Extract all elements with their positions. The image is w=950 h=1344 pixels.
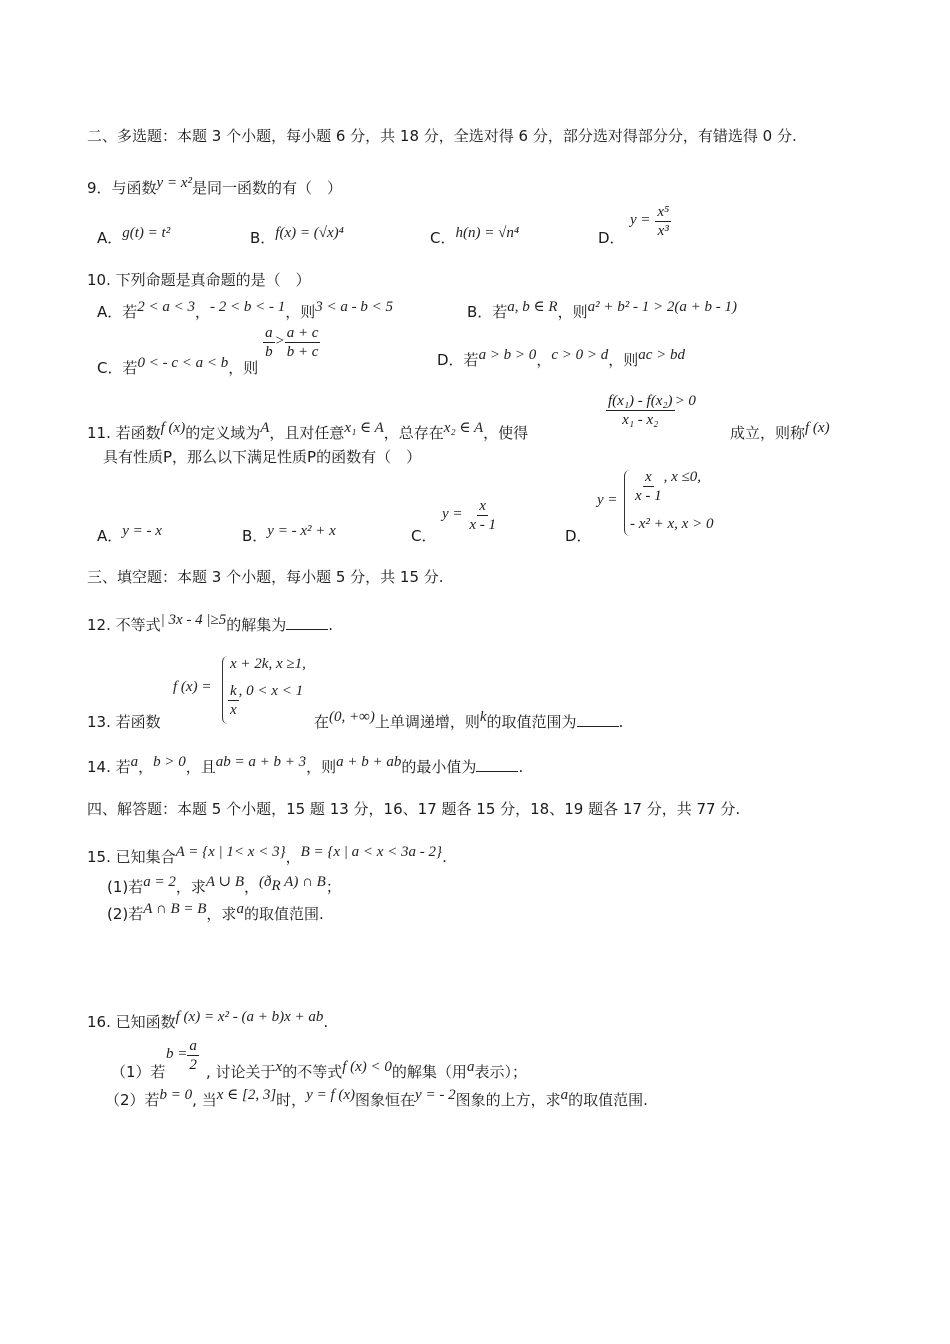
question-16-part-1: （1）若 — [111, 1063, 166, 1081]
q13-case2: $\frac{k}{x}$ , 0 < x < 1 — [230, 683, 304, 718]
q11-stem-tail: 成立，则称f (x) — [730, 420, 830, 442]
q9-option-d-fraction: $\frac{\text{x⁵}}{\text{x³}}$ — [657, 204, 670, 239]
q9-option-b: B．f(x) = (√x)⁴ — [250, 225, 344, 247]
q11-option-b: B．y = - x² + x — [242, 523, 336, 545]
q9-option-d: D． — [598, 229, 625, 247]
q10-option-b: B．若a, b ∈ R，则a² + b² - 1 > 2(a + b - 1) — [467, 299, 737, 321]
q11-option-a: A．y = - x — [97, 523, 162, 545]
q11-option-c-math: y = $\frac{x}{x - 1}$ — [442, 498, 496, 533]
question-16-part-2: （2）若b = 0, 当x ∈ [2, 3]时，y = f (x)图象恒在y = - 2图象的上方，求a的取值范围. — [105, 1087, 648, 1109]
q12-answer-blank[interactable] — [286, 617, 328, 630]
q9-function: y = x² — [156, 175, 192, 191]
q13-function-lhs: f (x) = — [173, 679, 212, 695]
section-title-multiple-choice: 二、多选题：本题 3 个小题，每小题 6 分，共 18 分，全选对得 6 分，部分选对得部分分，有错选得 0 分. — [87, 127, 797, 145]
q14-answer-blank[interactable] — [476, 759, 518, 772]
q11-option-d-case2: - x² + x, x > 0 — [630, 516, 714, 532]
q10-c-left-fraction: $\frac{a}{b}$ — [265, 325, 273, 360]
question-15-part-1: (1)若a = 2，求A ∪ B，($ð_R$ A) ∩ B； — [107, 874, 341, 896]
q9-number: 9．与函数 — [87, 179, 157, 197]
question-9-stem — [87, 175, 342, 199]
q10-option-d: D．若a > b > 0，c > 0 > d，则ac > bd — [437, 347, 686, 369]
question-15-part-2: (2)若A ∩ B = B，求a的取值范围. — [107, 901, 324, 923]
question-13: 13. 若函数 — [87, 713, 161, 731]
q13-case1: x + 2k, x ≥1, — [230, 656, 306, 672]
q11-condition-fraction: $\frac{\text{f(x₁) - f(x₂)}}{\text{x₁ - x₂}}$ > 0 — [608, 393, 696, 428]
section-title-answer: 四、解答题：本题 5 个小题，15 题 13 分，16、17 题各 15 分，18、19 题各 17 分，共 77 分. — [87, 800, 741, 818]
q10-option-c: C．若0 < - c < a < b，则 $\frac{a}{b}$ > $\frac{a + c}{b + c}$ — [97, 325, 319, 377]
q10-option-a: A．若2 < a < 3，- 2 < b < - 1，则3 < a - b < 5 — [97, 299, 394, 321]
question-11-stem-line1: 11. 若函数f (x)的定义域为A，且对任意x₁ ∈ A，总存在x₂ ∈ A，使得 — [87, 420, 529, 442]
question-15-stem: 15. 已知集合A = {x | 1< x < 3}，B = {x | a < x < 3a - 2}. — [87, 844, 447, 866]
question-16-part-1-tail: , 讨论关于x的不等式f (x) < 0的解集（用a表示）； — [206, 1059, 527, 1081]
question-10-stem: 10. 下列命题是真命题的是（ ） — [87, 271, 311, 289]
q9-option-b-math: f(x) = (√x)⁴ — [275, 225, 344, 241]
q9-option-d-math: y = $\frac{\text{x⁵}}{\text{x³}}$ — [630, 204, 670, 239]
q10-c-right-fraction: $\frac{a + c}{b + c}$ — [286, 325, 319, 360]
q11-option-d-case1: $\frac{x}{x - 1}$ , x ≤0, — [635, 469, 702, 504]
q11-option-d-lhs: y = — [597, 492, 618, 508]
q9-tail: 是同一函数的有（ ） — [191, 179, 342, 197]
question-16-stem: 16. 已知函数f (x) = x² - (a + b)x + ab. — [87, 1009, 329, 1031]
q9-option-c: C．h(n) = √n⁴ — [430, 225, 520, 247]
q11-option-c: C． — [411, 527, 437, 545]
question-11-stem-line2: 具有性质P，那么以下满足性质P的函数有（ ） — [103, 448, 422, 466]
q9-option-c-math: h(n) = √n⁴ — [455, 225, 520, 241]
q16-part-1-fraction: b = $\frac{a}{2}$ — [166, 1038, 197, 1073]
q11-option-d: D． — [565, 527, 592, 545]
q13-answer-blank[interactable] — [577, 714, 619, 727]
section-title-fill-in: 三、填空题：本题 3 个小题，每小题 5 分，共 15 分. — [87, 568, 444, 586]
q13-tail: 在(0, +∞)上单调递增，则k的取值范围为 . — [314, 709, 624, 731]
q9-option-a-math: g(t) = t² — [122, 225, 171, 241]
q9-option-a: A．g(t) = t² — [97, 225, 171, 247]
question-14: 14. 若a，b > 0，且ab = a + b + 3，则a + b + ab的最小值为 . — [87, 754, 524, 776]
question-12: 12. 不等式| 3x - 4 |≥5的解集为 . — [87, 612, 334, 634]
